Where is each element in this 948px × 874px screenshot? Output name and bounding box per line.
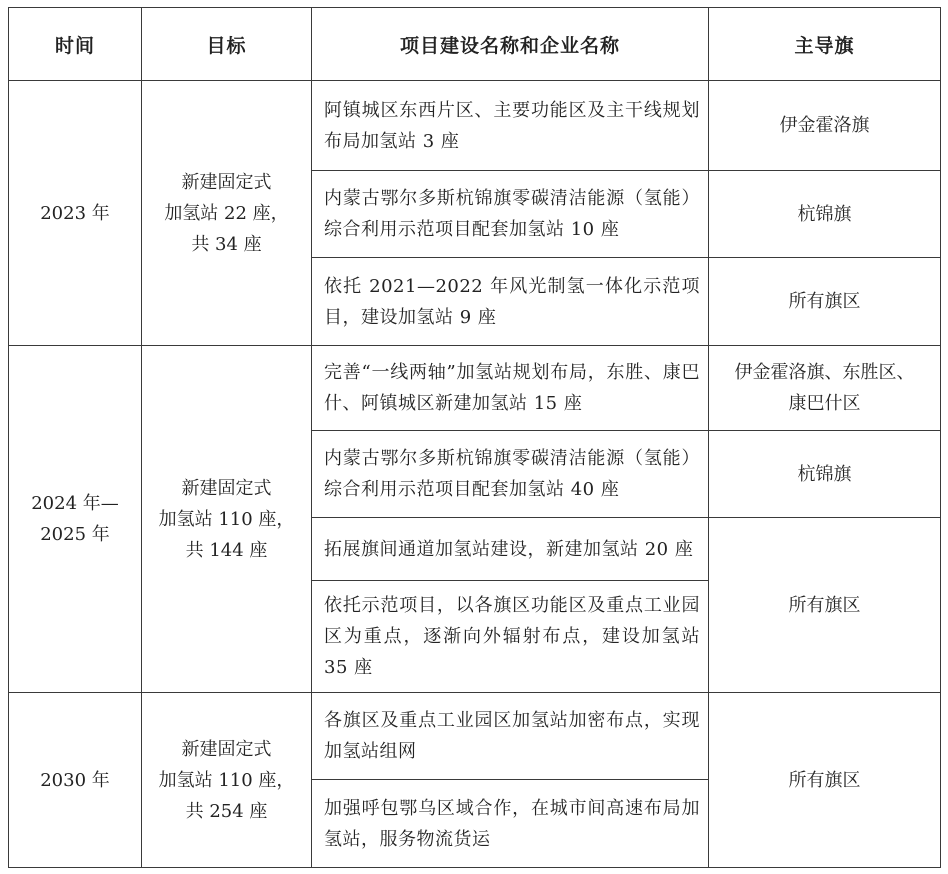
goal-line: 加氢站 110 座， bbox=[158, 769, 295, 791]
table-row bbox=[9, 693, 941, 780]
time-cell-2030: 2030 年 bbox=[9, 693, 142, 868]
header-lead: 主导旗 bbox=[709, 8, 941, 81]
goal-line: 加氢站 110 座， bbox=[158, 508, 295, 530]
lead-cell: 所有旗区 bbox=[709, 693, 941, 868]
header-goal: 目标 bbox=[142, 8, 312, 81]
time-cell-2024-2025 bbox=[9, 346, 142, 693]
header-time: 时间 bbox=[9, 8, 142, 81]
lead-cell: 所有旗区 bbox=[709, 518, 941, 693]
hydrogen-station-plan-table bbox=[8, 7, 941, 868]
project-cell: 拓展旗间通道加氢站建设，新建加氢站 20 座 bbox=[312, 518, 709, 581]
goal-line: 共 34 座 bbox=[191, 233, 262, 255]
lead-cell: 杭锦旗 bbox=[709, 431, 941, 518]
table-row bbox=[9, 81, 941, 171]
header-row bbox=[9, 8, 941, 81]
goal-line: 共 144 座 bbox=[185, 539, 268, 561]
time-cell-2023: 2023 年 bbox=[9, 81, 142, 346]
lead-cell: 杭锦旗 bbox=[709, 171, 941, 258]
time-line: 2024 年— bbox=[31, 493, 119, 514]
lead-cell: 所有旗区 bbox=[709, 258, 941, 346]
project-cell: 依托 2021—2022 年风光制氢一体化示范项目，建设加氢站 9 座 bbox=[312, 258, 709, 346]
goal-line: 加氢站 22 座， bbox=[164, 202, 289, 224]
project-cell: 依托示范项目，以各旗区功能区及重点工业园区为重点，逐渐向外辐射布点，建设加氢站 35 座 bbox=[312, 581, 709, 693]
time-line: 2025 年 bbox=[40, 524, 110, 545]
goal-line: 新建固定式 bbox=[181, 738, 272, 760]
lead-cell bbox=[709, 346, 941, 431]
goal-cell-2023 bbox=[142, 81, 312, 346]
project-cell: 完善“一线两轴”加氢站规划布局，东胜、康巴什、阿镇城区新建加氢站 15 座 bbox=[312, 346, 709, 431]
lead-line: 伊金霍洛旗、东胜区、 bbox=[734, 362, 915, 383]
lead-cell: 伊金霍洛旗 bbox=[709, 81, 941, 171]
project-cell: 内蒙古鄂尔多斯杭锦旗零碳清洁能源（氢能）综合利用示范项目配套加氢站 40 座 bbox=[312, 431, 709, 518]
goal-cell-2030 bbox=[142, 693, 312, 868]
goal-line: 共 254 座 bbox=[185, 800, 268, 822]
goal-line: 新建固定式 bbox=[181, 171, 272, 193]
project-cell: 内蒙古鄂尔多斯杭锦旗零碳清洁能源（氢能）综合利用示范项目配套加氢站 10 座 bbox=[312, 171, 709, 258]
project-cell: 加强呼包鄂乌区域合作，在城市间高速布局加氢站，服务物流货运 bbox=[312, 780, 709, 868]
table-row bbox=[9, 346, 941, 431]
project-cell: 阿镇城区东西片区、主要功能区及主干线规划布局加氢站 3 座 bbox=[312, 81, 709, 171]
project-cell: 各旗区及重点工业园区加氢站加密布点，实现加氢站组网 bbox=[312, 693, 709, 780]
lead-line: 康巴什区 bbox=[788, 393, 861, 414]
goal-line: 新建固定式 bbox=[181, 477, 272, 499]
goal-cell-2024-2025 bbox=[142, 346, 312, 693]
header-project: 项目建设名称和企业名称 bbox=[312, 8, 709, 81]
